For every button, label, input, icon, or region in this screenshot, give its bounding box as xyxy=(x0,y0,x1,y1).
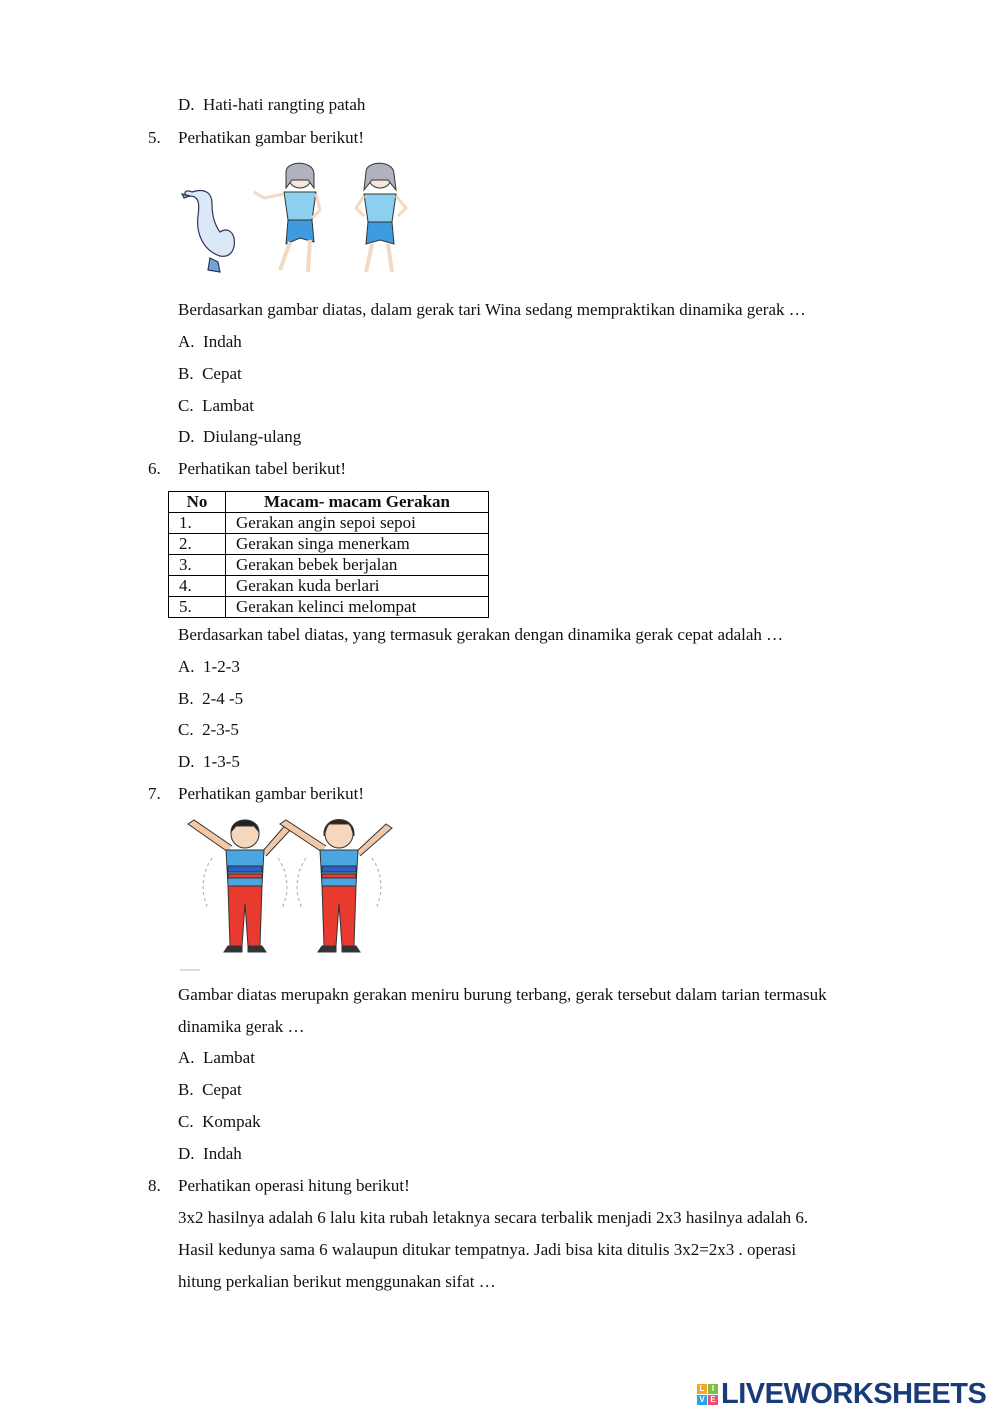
option-letter: C. xyxy=(178,1112,194,1131)
option-text: Hati-hati rangting patah xyxy=(203,95,366,114)
q6-option-b[interactable] xyxy=(178,689,243,709)
option-text: Lambat xyxy=(203,1048,255,1067)
option-letter: B. xyxy=(178,1080,194,1099)
boy-illustration xyxy=(188,820,294,952)
dancer-1-illustration xyxy=(254,163,320,272)
q7-question-line1: Gambar diatas merupakn gerakan meniru burung terbang, gerak tersebut dalam tarian termasuk xyxy=(178,985,827,1004)
option-letter: D. xyxy=(178,752,195,771)
logo-mark-icon: L I V E xyxy=(697,1384,718,1405)
movements-table xyxy=(168,491,489,618)
q7-option-a[interactable] xyxy=(178,1048,255,1068)
option-text: Indah xyxy=(203,332,242,351)
option-letter: C. xyxy=(178,720,194,739)
option-text: 1-3-5 xyxy=(203,752,240,771)
q7-option-b[interactable] xyxy=(178,1080,242,1100)
goose-and-dancer-figure xyxy=(180,158,415,280)
q5-prompt: Perhatikan gambar berikut! xyxy=(178,128,364,147)
goose-illustration xyxy=(182,191,234,273)
option-text: Cepat xyxy=(202,1080,242,1099)
table-row xyxy=(169,555,489,576)
q8-line2: Hasil kedunya sama 6 walaupun ditukar tempatnya. Jadi bisa kita ditulis 3x2=2x3 . operasi xyxy=(178,1240,797,1259)
q6-question: Berdasarkan tabel diatas, yang termasuk gerakan dengan dinamika gerak cepat adalah … xyxy=(178,625,784,644)
q6-option-d[interactable] xyxy=(178,752,240,772)
option-text: Lambat xyxy=(202,396,255,415)
table-header-movement: Macam- macam Gerakan xyxy=(226,492,489,513)
table-row xyxy=(169,534,489,555)
table-cell-no: 3. xyxy=(169,555,226,576)
q5-option-d[interactable] xyxy=(178,427,301,447)
q8-number: 8. xyxy=(148,1176,161,1195)
q6-option-c[interactable] xyxy=(178,720,239,740)
option-text: Indah xyxy=(203,1144,242,1163)
q8-line1: 3x2 hasilnya adalah 6 lalu kita rubah letaknya secara terbalik menjadi 2x3 hasilnya adalah 6. xyxy=(178,1208,809,1227)
option-letter: B. xyxy=(178,689,194,708)
q4-option-d[interactable] xyxy=(178,95,365,115)
option-text: 2-3-5 xyxy=(202,720,239,739)
q7-option-c[interactable] xyxy=(178,1112,261,1132)
option-text: Cepat xyxy=(202,364,242,383)
q7-number: 7. xyxy=(148,784,161,803)
option-text: Kompak xyxy=(202,1112,261,1131)
option-letter: D. xyxy=(178,1144,195,1163)
table-row xyxy=(169,597,489,618)
q7-option-d[interactable] xyxy=(178,1144,242,1164)
q5-question: Berdasarkan gambar diatas, dalam gerak tari Wina sedang mempraktikan dinamika gerak … xyxy=(178,300,806,319)
table-row xyxy=(169,513,489,534)
table-cell-movement: Gerakan bebek berjalan xyxy=(226,555,489,576)
q5-option-b[interactable] xyxy=(178,364,242,384)
table-row xyxy=(169,576,489,597)
table-cell-no: 4. xyxy=(169,576,226,597)
table-cell-movement: Gerakan angin sepoi sepoi xyxy=(226,513,489,534)
liveworksheets-logo[interactable] xyxy=(697,1377,986,1411)
option-letter: A. xyxy=(178,332,195,351)
table-header-row xyxy=(169,492,489,513)
option-letter: B. xyxy=(178,364,194,383)
q7-prompt: Perhatikan gambar berikut! xyxy=(178,784,364,803)
q8-prompt: Perhatikan operasi hitung berikut! xyxy=(178,1176,410,1195)
table-cell-no: 1. xyxy=(169,513,226,534)
children-bird-dance-figure xyxy=(180,812,395,972)
table-cell-movement: Gerakan kuda berlari xyxy=(226,576,489,597)
option-letter: A. xyxy=(178,1048,195,1067)
option-letter: C. xyxy=(178,396,194,415)
q5-option-c[interactable] xyxy=(178,396,254,416)
q6-number: 6. xyxy=(148,459,161,478)
q5-number: 5. xyxy=(148,128,161,147)
logo-text: LIVEWORKSHEETS xyxy=(721,1377,987,1410)
q5-option-a[interactable] xyxy=(178,332,242,352)
table-cell-no: 5. xyxy=(169,597,226,618)
q6-option-a[interactable] xyxy=(178,657,240,677)
table-cell-no: 2. xyxy=(169,534,226,555)
option-letter: A. xyxy=(178,657,195,676)
option-text: 1-2-3 xyxy=(203,657,240,676)
q7-question-line2: dinamika gerak … xyxy=(178,1017,305,1036)
dancer-2-illustration xyxy=(356,163,406,272)
table-cell-movement: Gerakan kelinci melompat xyxy=(226,597,489,618)
q8-line3: hitung perkalian berikut menggunakan sifat … xyxy=(178,1272,496,1291)
option-text: Diulang-ulang xyxy=(203,427,302,446)
girl-illustration xyxy=(280,820,392,953)
table-cell-movement: Gerakan singa menerkam xyxy=(226,534,489,555)
option-letter: D. xyxy=(178,95,195,114)
option-letter: D. xyxy=(178,427,195,446)
option-text: 2-4 -5 xyxy=(202,689,244,708)
table-header-no: No xyxy=(169,492,226,513)
q6-prompt: Perhatikan tabel berikut! xyxy=(178,459,347,478)
